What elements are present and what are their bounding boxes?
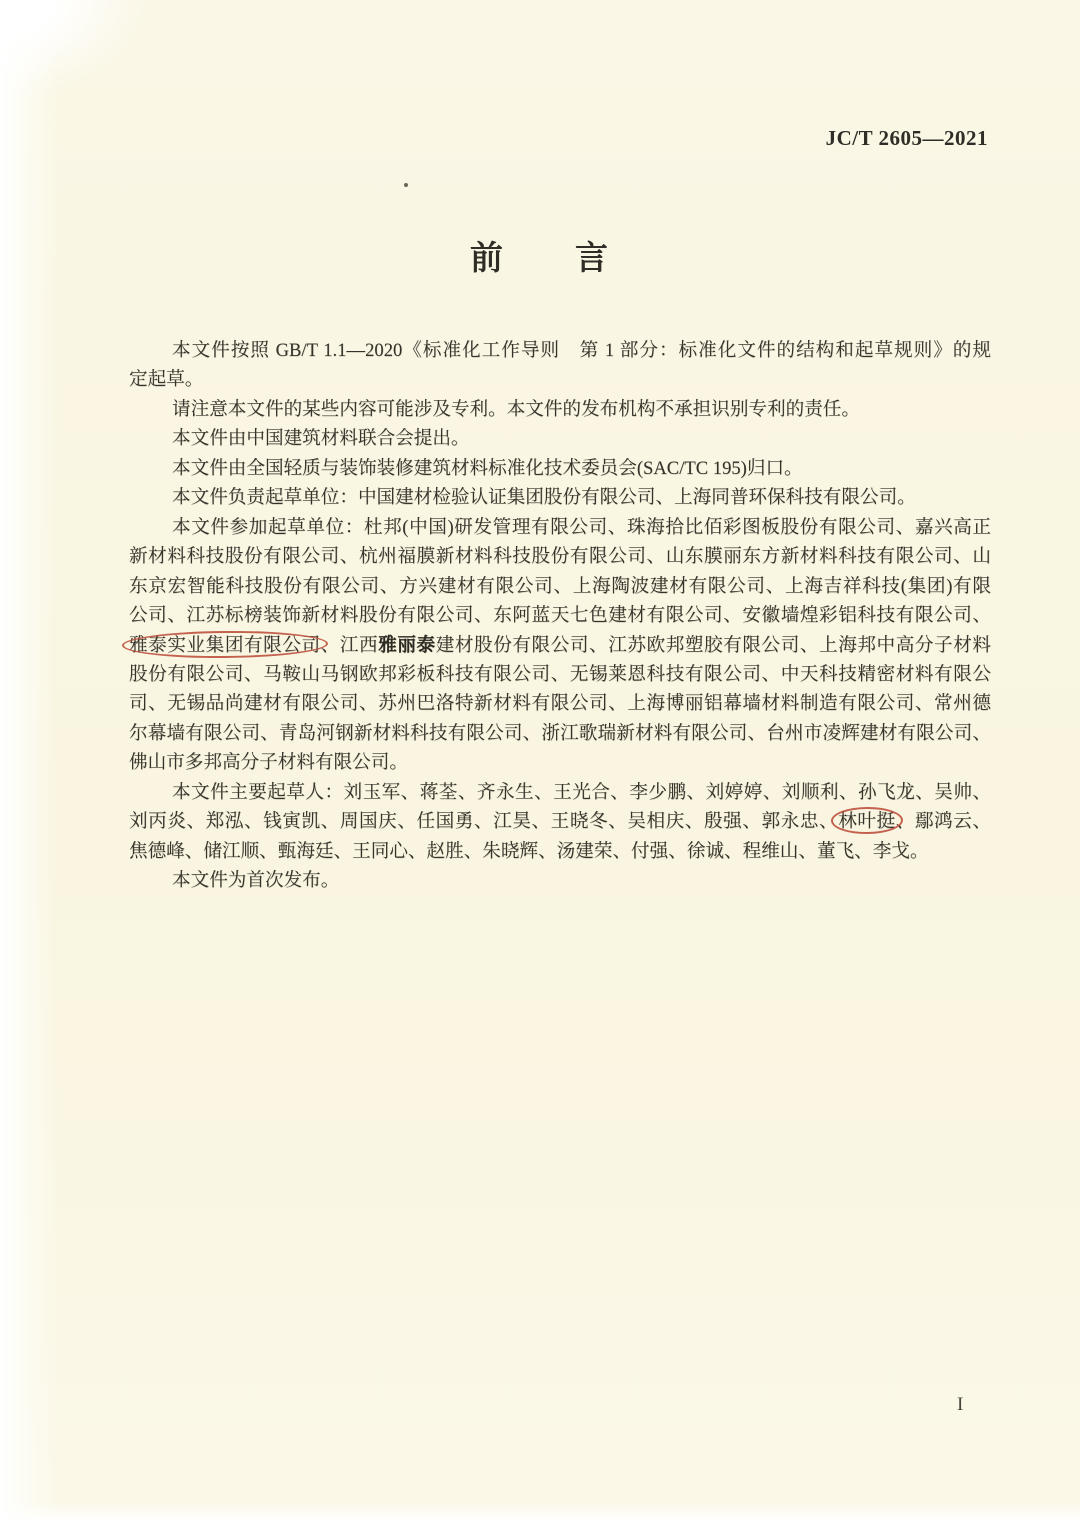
centralized-by: 本文件由全国轻质与装饰装修建筑材料标准化技术委员会(SAC/TC 195)归口。: [172, 457, 803, 479]
drafters-line-3: 焦德峰、储江顺、甄海廷、王同心、赵胜、朱晓辉、汤建荣、付强、徐诚、程维山、董飞、李戈。: [129, 840, 929, 862]
red-circle-annotation-drafter: [838, 811, 896, 832]
page-number: I: [957, 1394, 964, 1415]
circled-drafter-name: 林叶挺: [838, 811, 896, 833]
drafters-line-2-post: 、鄢鸿云、: [895, 811, 991, 833]
proposed-by: 本文件由中国建筑材料联合会提出。: [172, 428, 470, 450]
participating-units-line-4: 公司、江苏标榜装饰新材料股份有限公司、东阿蓝天七色建材有限公司、安徽墙煌彩铝科技有限公司、: [129, 605, 991, 627]
foreword-body: [129, 336, 991, 896]
drafting-basis-line-2: 定起草。: [129, 369, 204, 391]
participating-units-line-6: 股份有限公司、马鞍山马钢欧邦彩板科技有限公司、无锡莱恩科技有限公司、中天科技精密材料有限公: [129, 663, 991, 685]
drafting-basis-line-1: 本文件按照 GB/T 1.1—2020《标准化工作导则 第 1 部分：标准化文件的结构和起草规则》的规: [172, 340, 991, 361]
drafters-line-2: [129, 807, 991, 836]
participating-units-line-3: 东京宏智能科技股份有限公司、方兴建材有限公司、上海陶波建材有限公司、上海吉祥科技(集团)有限: [129, 575, 991, 597]
participating-units-line-8: 尔幕墙有限公司、青岛河钢新材料科技有限公司、浙江歌瑞新材料有限公司、台州市凌辉建材有限公司、: [129, 722, 991, 744]
standard-number: JC/T 2605—2021: [825, 126, 988, 150]
responsible-units: 本文件负责起草单位：中国建材检验认证集团股份有限公司、上海同普环保科技有限公司。: [172, 487, 916, 509]
participating-units-line-7: 司、无锡品尚建材有限公司、苏州巴洛特新材料有限公司、上海博丽铝幕墙材料制造有限公司、常州德: [129, 693, 991, 715]
scan-edge-corner: [0, 0, 150, 100]
scan-speck: [404, 183, 408, 187]
patent-notice: 请注意本文件的某些内容可能涉及专利。本文件的发布机构不承担识别专利的责任。: [172, 398, 860, 420]
participating-units-line-1: 本文件参加起草单位：杜邦(中国)研发管理有限公司、珠海拾比佰彩图板股份有限公司、嘉兴高正: [172, 516, 991, 538]
participating-units-line-9: 佛山市多邦高分子材料有限公司。: [129, 752, 408, 774]
page-title: 前 言: [470, 241, 610, 277]
emphasized-company-name: 雅丽泰: [378, 634, 436, 656]
red-circle-annotation-company: [129, 635, 321, 656]
first-release-statement: 本文件为首次发布。: [172, 870, 340, 892]
circled-company-name: 雅泰实业集团有限公司: [129, 634, 321, 656]
participating-units-line-5-separator: 、江西: [320, 634, 379, 656]
participating-units-line-2: 新材料科技股份有限公司、杭州福膜新材料科技股份有限公司、山东膜丽东方新材料科技有限公司、山: [129, 546, 991, 568]
drafters-line-2-pre: 刘丙炎、郑泓、钱寅凯、周国庆、任国勇、江昊、王晓冬、吴相庆、殷强、郭永忠、: [129, 811, 839, 833]
scan-edge-bottom: [0, 1501, 1080, 1525]
participating-units-line-5-rest: 建材股份有限公司、江苏欧邦塑胶有限公司、上海邦中高分子材料: [435, 634, 991, 656]
participating-units-line-5: [129, 631, 991, 660]
drafters-line-1: 本文件主要起草人：刘玉军、蒋荃、齐永生、王光合、李少鹏、刘婷婷、刘顺利、孙飞龙、吴帅、: [172, 781, 991, 803]
scan-edge-left: [0, 0, 58, 1525]
